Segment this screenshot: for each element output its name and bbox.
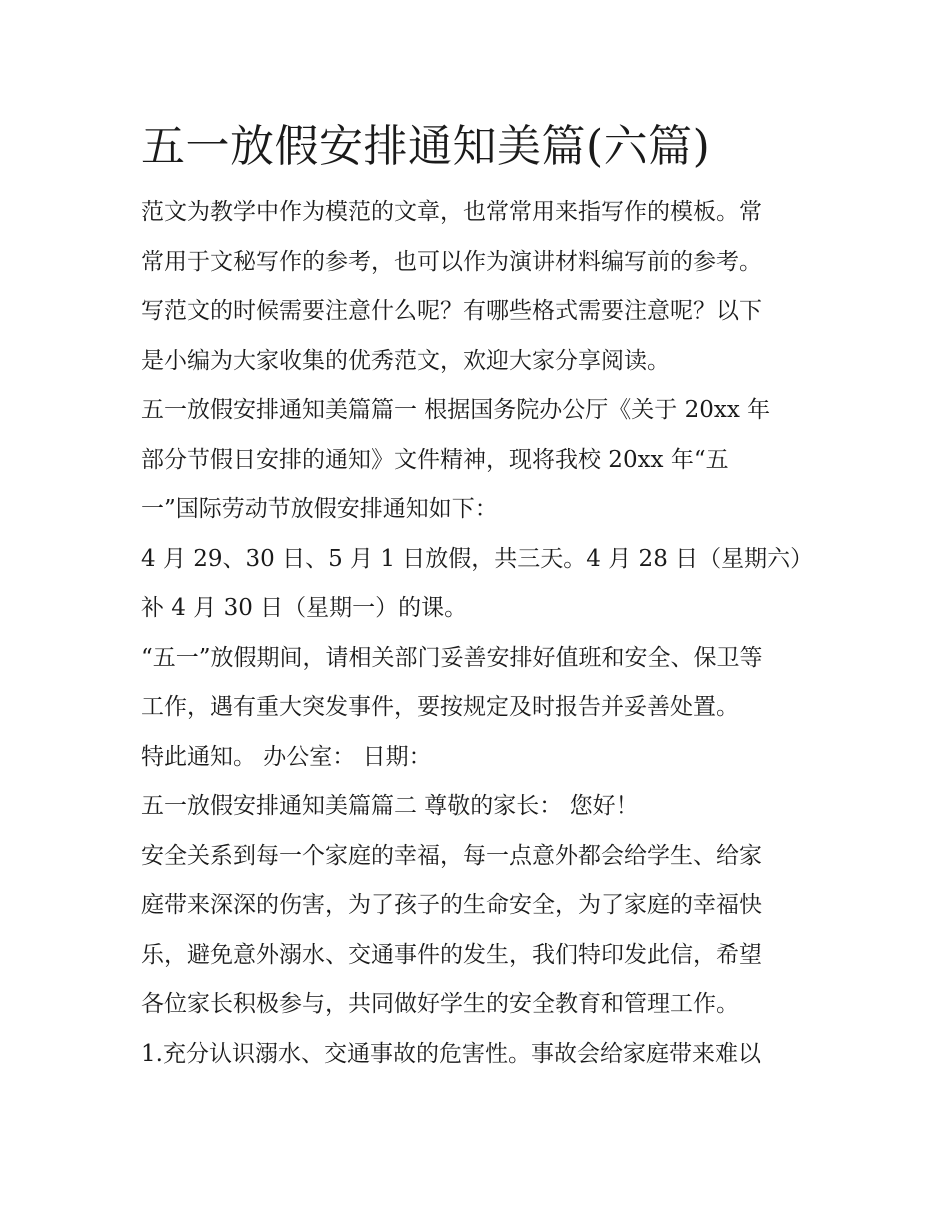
text-line: 工作，遇有重大突发事件，要按规定及时报告并妥善处置。 [141,694,739,720]
text-line: 1.充分认识溺水、交通事故的危害性。事故会给家庭带来难以 [141,1040,761,1067]
text-line: 部分节假日安排的通知》文件精神，现将我校 20xx 年“五 [141,446,729,473]
text-line: 写范文的时候需要注意什么呢？有哪些格式需要注意呢？以下 [141,298,762,324]
document-body [141,188,821,1079]
text-line: 各位家长积极参与，共同做好学生的安全教育和管理工作。 [141,991,739,1017]
text-line: 范文为教学中作为模范的文章，也常常用来指写作的模板。常 [141,199,762,225]
text-line: 常用于文秘写作的参考，也可以作为演讲材料编写前的参考。 [141,248,762,275]
document-title: 五一放假安排通知美篇(六篇) [141,121,711,172]
text-line: 特此通知。 办公室： 日期： [141,743,432,770]
text-line: 乐，避免意外溺水、交通事件的发生，我们特印发此信，希望 [141,941,762,968]
text-line: 是小编为大家收集的优秀范文，欢迎大家分享阅读。 [141,347,670,374]
text-line: 4 月 29、30 日、5 月 1 日放假，共三天。4 月 28 日（星期六） [141,545,814,572]
text-line: “五一”放假期间，请相关部门妥善安排好值班和安全、保卫等 [141,644,763,671]
text-line: 补 4 月 30 日（星期一）的课。 [141,595,468,621]
document-page [141,112,821,1079]
text-line: 五一放假安排通知美篇篇一 根据国务院办公厅《关于 20xx 年 [141,397,771,423]
text-line: 五一放假安排通知美篇篇二 尊敬的家长： 您好！ [141,793,639,819]
text-line: 庭带来深深的伤害，为了孩子的生命安全，为了家庭的幸福快 [141,892,762,918]
text-line: 一”国际劳动节放假安排通知如下： [141,496,498,522]
text-line: 安全关系到每一个家庭的幸福，每一点意外都会给学生、给家 [141,842,762,869]
